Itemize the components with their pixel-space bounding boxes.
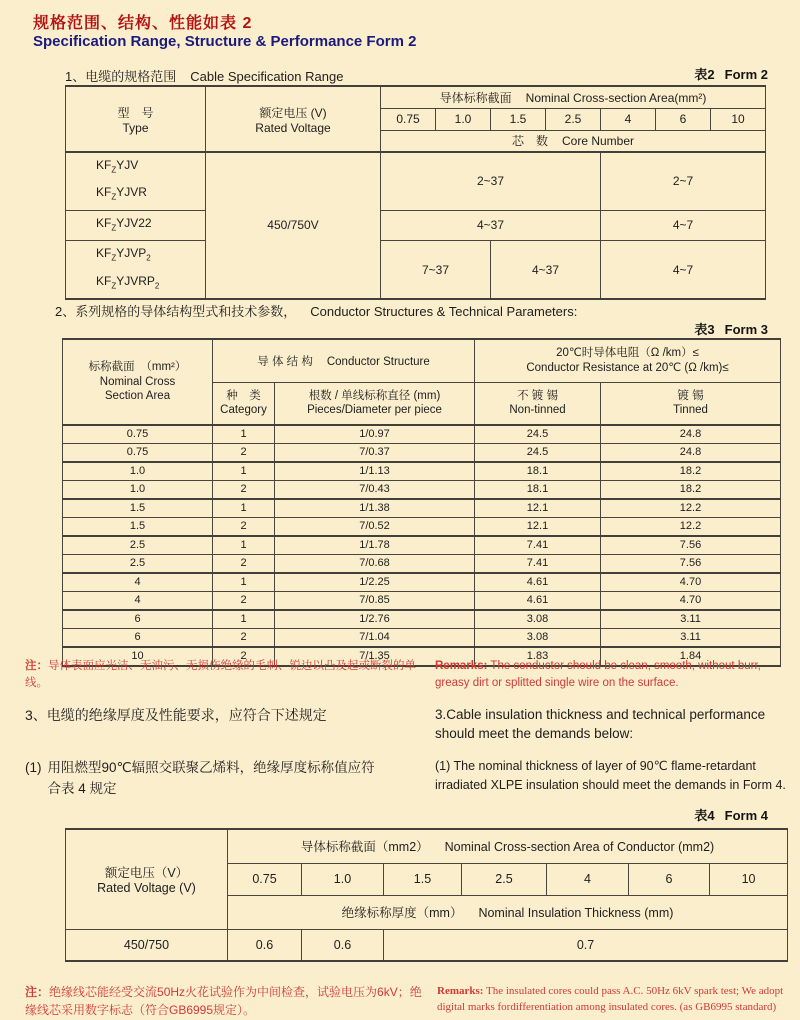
form3-cell: 3.11 bbox=[601, 610, 781, 629]
form3-cell: 4.61 bbox=[475, 573, 601, 592]
page-title-en: Specification Range, Structure & Performance Form 2 bbox=[33, 33, 417, 50]
form4-caption-zh: 表4 bbox=[694, 808, 715, 823]
form3-body bbox=[63, 425, 781, 666]
form3-cell: 18.2 bbox=[601, 462, 781, 481]
form2-row bbox=[66, 210, 766, 240]
form3-cell: 18.2 bbox=[601, 481, 781, 500]
form4-col-voltage-header bbox=[66, 829, 228, 929]
form2-core-range: 2~37 bbox=[381, 152, 601, 210]
section1-heading-zh: 1、电缆的规格范围 bbox=[65, 69, 177, 84]
form3-note-en-text: The conductor should be clean, smooth, without burr, greasy dirt or splitted single wire on the surface. bbox=[435, 660, 761, 689]
form4-note-en-label: Remarks: bbox=[437, 985, 484, 997]
form2-core-zh: 芯 数 bbox=[511, 134, 548, 149]
form2-caption bbox=[694, 64, 768, 83]
form3-caption-en: Form 3 bbox=[724, 322, 768, 337]
section3-heading bbox=[25, 705, 790, 743]
form3-cell: 24.5 bbox=[475, 444, 601, 463]
form3-col-tinned-en: Tinned bbox=[673, 404, 708, 417]
form3-cell: 1 bbox=[213, 610, 275, 629]
form2-core-range: 7~37 bbox=[381, 241, 491, 299]
cable-type: $KF_ZYJVP_2$ bbox=[96, 246, 151, 263]
form2-type-cell bbox=[66, 152, 206, 210]
form2-caption-en: Form 2 bbox=[724, 67, 768, 82]
form3-cell: 2 bbox=[213, 518, 275, 537]
form3-cell: 7.41 bbox=[475, 536, 601, 555]
item1-en: (1) The nominal thickness of layer of 90℃ flame-retardant irradiated XLPE insulation should meet the demands in Form 4. bbox=[435, 759, 786, 792]
form3-cell: 2.5 bbox=[63, 536, 213, 555]
form2-section: 1.5 bbox=[491, 108, 546, 130]
form4-section: 6 bbox=[629, 863, 710, 895]
form4-section: 4 bbox=[547, 863, 629, 895]
form3-cell: 12.2 bbox=[601, 518, 781, 537]
form3-cell: 6 bbox=[63, 629, 213, 648]
form3-col-nontinned-en: Non-tinned bbox=[509, 404, 566, 417]
form4-group-thickness-zh: 绝缘标称厚度（mm） bbox=[341, 906, 463, 920]
form3-group-structure-header bbox=[213, 339, 475, 382]
form2-col-voltage-en: Rated Voltage bbox=[255, 120, 331, 135]
form3-cell: 10 bbox=[63, 647, 213, 666]
form3-cell: 7/0.85 bbox=[275, 592, 475, 611]
form3-cell: 1 bbox=[213, 462, 275, 481]
section2-heading bbox=[55, 301, 577, 320]
form3-cell: 1 bbox=[213, 499, 275, 518]
form3-cell: 1 bbox=[213, 573, 275, 592]
form3-cell: 1/2.76 bbox=[275, 610, 475, 629]
form2-section: 10 bbox=[711, 108, 766, 130]
form4-section: 2.5 bbox=[462, 863, 547, 895]
form3-row bbox=[63, 481, 781, 500]
form4-col-voltage-en: Rated Voltage (V) bbox=[97, 881, 196, 896]
form3-row bbox=[63, 592, 781, 611]
form3-row bbox=[63, 462, 781, 481]
form3-group-resistance-en: Conductor Resistance at 20℃ (Ω /km)≤ bbox=[526, 361, 729, 374]
form3-col-pieces-header bbox=[275, 382, 475, 425]
form3-cell: 1.0 bbox=[63, 462, 213, 481]
form4-section: 1.0 bbox=[302, 863, 384, 895]
form3-cell: 2 bbox=[213, 481, 275, 500]
form3-col-nontinned-header bbox=[475, 382, 601, 425]
form3-cell: 3.11 bbox=[601, 629, 781, 648]
form3-cell: 0.75 bbox=[63, 425, 213, 444]
form3-note-zh-text: 导体表面应光洁、无油污、无损伤绝缘的毛刺、锐边以凸及起或断裂的单线。 bbox=[25, 660, 416, 689]
form3-group-structure-en: Conductor Structure bbox=[326, 355, 430, 368]
form2-core-range: 4~7 bbox=[601, 241, 766, 299]
form3-row bbox=[63, 518, 781, 537]
form3-row bbox=[63, 444, 781, 463]
form2-core-range: 4~37 bbox=[491, 241, 601, 299]
form3-cell: 2 bbox=[213, 647, 275, 666]
item1-zh bbox=[25, 757, 425, 799]
form4-note-zh bbox=[25, 983, 427, 1019]
form3-cell: 1.0 bbox=[63, 481, 213, 500]
section2-heading-en: Conductor Structures & Technical Parameters: bbox=[310, 304, 578, 319]
form3-cell: 1.84 bbox=[601, 647, 781, 666]
form3-cell: 2 bbox=[213, 629, 275, 648]
form4-note-zh-label: 注： bbox=[25, 985, 50, 999]
form3-group-resistance-header bbox=[475, 339, 781, 382]
form3-cell: 3.08 bbox=[475, 629, 601, 648]
cable-type: $KF_ZYJVRP_2$ bbox=[96, 273, 160, 290]
form4-voltage-value: 450/750 bbox=[66, 929, 228, 961]
form2-type-cell bbox=[66, 241, 206, 299]
form2-group-area-zh: 导体标称截面 bbox=[439, 90, 512, 105]
section3-heading-en: 3.Cable insulation thickness and technical performance should meet the demands below: bbox=[435, 707, 766, 741]
section2-heading-zh: 2、系列规格的导体结构型式和技术参数， bbox=[55, 304, 297, 319]
form2-core-range: 4~37 bbox=[381, 210, 601, 240]
form3-cell: 12.2 bbox=[601, 499, 781, 518]
form3-cell: 12.1 bbox=[475, 518, 601, 537]
form3-row bbox=[63, 536, 781, 555]
form3-cell: 1/2.25 bbox=[275, 573, 475, 592]
form2-section: 4 bbox=[601, 108, 656, 130]
form3-header-row-1 bbox=[63, 339, 781, 382]
form3-cell: 1 bbox=[213, 536, 275, 555]
form3-row bbox=[63, 555, 781, 574]
form3-col-category-en: Category bbox=[220, 404, 267, 417]
form3-cell: 3.08 bbox=[475, 610, 601, 629]
form3-note-zh bbox=[25, 658, 425, 692]
form3-note-en bbox=[435, 658, 790, 692]
form3-cell: 7/1.35 bbox=[275, 647, 475, 666]
form3-notes bbox=[25, 658, 790, 692]
form3-cell: 7/0.37 bbox=[275, 444, 475, 463]
form3-cell: 6 bbox=[63, 610, 213, 629]
form4-header-row-1 bbox=[66, 829, 788, 863]
form3-cell: 1.5 bbox=[63, 499, 213, 518]
form3-cell: 7/1.04 bbox=[275, 629, 475, 648]
form2-header-row-1 bbox=[66, 86, 766, 108]
form3-caption-zh: 表3 bbox=[694, 322, 715, 337]
form3-cell: 1.83 bbox=[475, 647, 601, 666]
form4-notes bbox=[25, 983, 790, 1019]
form3-cell: 18.1 bbox=[475, 462, 601, 481]
form4-group-area-en: Nominal Cross-section Area of Conductor (mm2) bbox=[444, 840, 715, 855]
form4-col-voltage-zh: 额定电压（V） bbox=[104, 866, 189, 881]
form2-section: 0.75 bbox=[381, 108, 436, 130]
form3-cell: 24.5 bbox=[475, 425, 601, 444]
form3-col-category-zh: 种 类 bbox=[226, 389, 261, 402]
form4-data-row bbox=[66, 929, 788, 961]
form3-row bbox=[63, 610, 781, 629]
form3-caption bbox=[694, 319, 768, 338]
form3-table bbox=[62, 338, 781, 667]
page-title-zh: 规格范围、结构、性能如表 2 bbox=[33, 15, 253, 32]
cable-type: $KF_ZYJVR$ bbox=[96, 185, 147, 202]
form3-cell: 4.61 bbox=[475, 592, 601, 611]
form2-row bbox=[66, 152, 766, 210]
form3-row bbox=[63, 499, 781, 518]
form3-cell: 2 bbox=[213, 555, 275, 574]
form2-core-range: 4~7 bbox=[601, 210, 766, 240]
form2-core-en: Core Number bbox=[562, 134, 635, 149]
form4-group-area-zh: 导体标称截面（mm2） bbox=[300, 840, 429, 855]
form3-row bbox=[63, 425, 781, 444]
form4-group-area-header bbox=[228, 829, 788, 863]
item1-zh-text: 用阻燃型90℃辐照交联聚乙烯料，绝缘厚度标称值应符合表 4 规定 bbox=[47, 760, 375, 796]
form2-col-voltage-zh: 额定电压 (V) bbox=[259, 105, 327, 120]
form3-cell: 18.1 bbox=[475, 481, 601, 500]
form4-note-zh-text: 绝缘线芯能经受交流50Hz火花试验作为中间检查，试验电压为6kV；绝缘线芯采用数字标志（符合GB6995规定）。 bbox=[25, 985, 422, 1017]
form3-col-pieces-zh: 根数 / 单线标称直径 (mm) bbox=[308, 389, 441, 402]
form2-col-type-header bbox=[66, 86, 206, 152]
form3-note-zh-label: 注： bbox=[25, 660, 48, 672]
form2-voltage-value: 450/750V bbox=[206, 152, 381, 299]
form4-section: 0.75 bbox=[228, 863, 302, 895]
form3-col-nontinned-zh: 不 镀 锡 bbox=[517, 389, 558, 402]
form3-col-pieces-en: Pieces/Diameter per piece bbox=[307, 404, 442, 417]
form3-cell: 7.56 bbox=[601, 555, 781, 574]
form2-col-type-en: Type bbox=[122, 120, 149, 135]
form3-col-area-en1: Nominal Cross bbox=[99, 375, 176, 388]
form3-cell: 7/0.43 bbox=[275, 481, 475, 500]
form4-caption bbox=[694, 805, 768, 824]
item1-zh-marker: (1) bbox=[25, 760, 42, 775]
form3-cell: 1/1.13 bbox=[275, 462, 475, 481]
form3-group-resistance-zh: 20℃时导体电阻（Ω /km）≤ bbox=[556, 347, 699, 360]
form3-col-tinned-header bbox=[601, 382, 781, 425]
form3-col-area-header bbox=[63, 339, 213, 425]
form2-col-voltage-header bbox=[206, 86, 381, 152]
form4-note-en-text: The insulated cores could pass A.C. 50Hz 6kV spark test; We adopt digital marks fordifferentiation among insulated cores. (as GB6995 standard) bbox=[437, 985, 784, 1013]
form2-col-type-zh: 型 号 bbox=[117, 105, 154, 120]
form4-section: 1.5 bbox=[384, 863, 462, 895]
form2-core-range: 2~7 bbox=[601, 152, 766, 210]
form3-cell: 0.75 bbox=[63, 444, 213, 463]
form2-core-header bbox=[381, 130, 766, 152]
form3-cell: 24.8 bbox=[601, 444, 781, 463]
form3-cell: 7.41 bbox=[475, 555, 601, 574]
form4-section: 10 bbox=[710, 863, 788, 895]
form2-section: 2.5 bbox=[546, 108, 601, 130]
form3-cell: 1/1.38 bbox=[275, 499, 475, 518]
form3-col-tinned-zh: 镀 锡 bbox=[677, 389, 704, 402]
form4-caption-en: Form 4 bbox=[724, 808, 768, 823]
form3-cell: 12.1 bbox=[475, 499, 601, 518]
form4-group-thickness-en: Nominal Insulation Thickness (mm) bbox=[478, 906, 674, 920]
form4-note-en bbox=[437, 983, 790, 1015]
form2-group-area-en: Nominal Cross-section Area(mm²) bbox=[525, 90, 707, 105]
section1-heading bbox=[65, 66, 343, 85]
form3-group-structure-zh: 导 体 结 构 bbox=[257, 355, 313, 368]
form4-thickness-value: 0.7 bbox=[384, 929, 788, 961]
form2-section: 1.0 bbox=[436, 108, 491, 130]
form2-body bbox=[66, 152, 766, 299]
form3-cell: 2 bbox=[213, 592, 275, 611]
cable-type: $KF_ZYJV$ bbox=[96, 158, 139, 175]
form2-caption-zh: 表2 bbox=[694, 67, 715, 82]
form3-cell: 24.8 bbox=[601, 425, 781, 444]
section1-heading-en: Cable Specification Range bbox=[190, 69, 344, 84]
form3-cell: 1.5 bbox=[63, 518, 213, 537]
form2-table bbox=[65, 85, 766, 300]
form3-cell: 7/0.68 bbox=[275, 555, 475, 574]
form4-thickness-value: 0.6 bbox=[302, 929, 384, 961]
form3-row bbox=[63, 629, 781, 648]
form3-cell: 4 bbox=[63, 573, 213, 592]
form3-note-en-label: Remarks: bbox=[435, 660, 488, 672]
form3-cell: 7/0.52 bbox=[275, 518, 475, 537]
form2-section: 6 bbox=[656, 108, 711, 130]
form3-col-area-zh: 标称截面 （mm²） bbox=[88, 361, 187, 374]
form4-group-thickness-header bbox=[228, 895, 788, 929]
form2-type-cell bbox=[66, 210, 206, 240]
form2-group-area-header bbox=[381, 86, 766, 108]
form3-cell: 1/0.97 bbox=[275, 425, 475, 444]
form3-cell: 4.70 bbox=[601, 592, 781, 611]
form4-thickness-value: 0.6 bbox=[228, 929, 302, 961]
form3-cell: 4 bbox=[63, 592, 213, 611]
form3-cell: 2 bbox=[213, 444, 275, 463]
form3-cell: 1 bbox=[213, 425, 275, 444]
form3-col-area-en2: Section Area bbox=[104, 390, 171, 403]
form2-row bbox=[66, 241, 766, 299]
form3-col-category-header bbox=[213, 382, 275, 425]
section3-heading-zh: 3、电缆的绝缘厚度及性能要求，应符合下述规定 bbox=[25, 707, 327, 723]
item1-paragraph bbox=[25, 757, 790, 799]
form3-cell: 7.56 bbox=[601, 536, 781, 555]
form3-cell: 4.70 bbox=[601, 573, 781, 592]
form3-cell: 1/1.78 bbox=[275, 536, 475, 555]
form4-table bbox=[65, 828, 788, 962]
form3-cell: 2.5 bbox=[63, 555, 213, 574]
cable-type: $KF_ZYJV22$ bbox=[96, 215, 152, 233]
form3-row bbox=[63, 573, 781, 592]
